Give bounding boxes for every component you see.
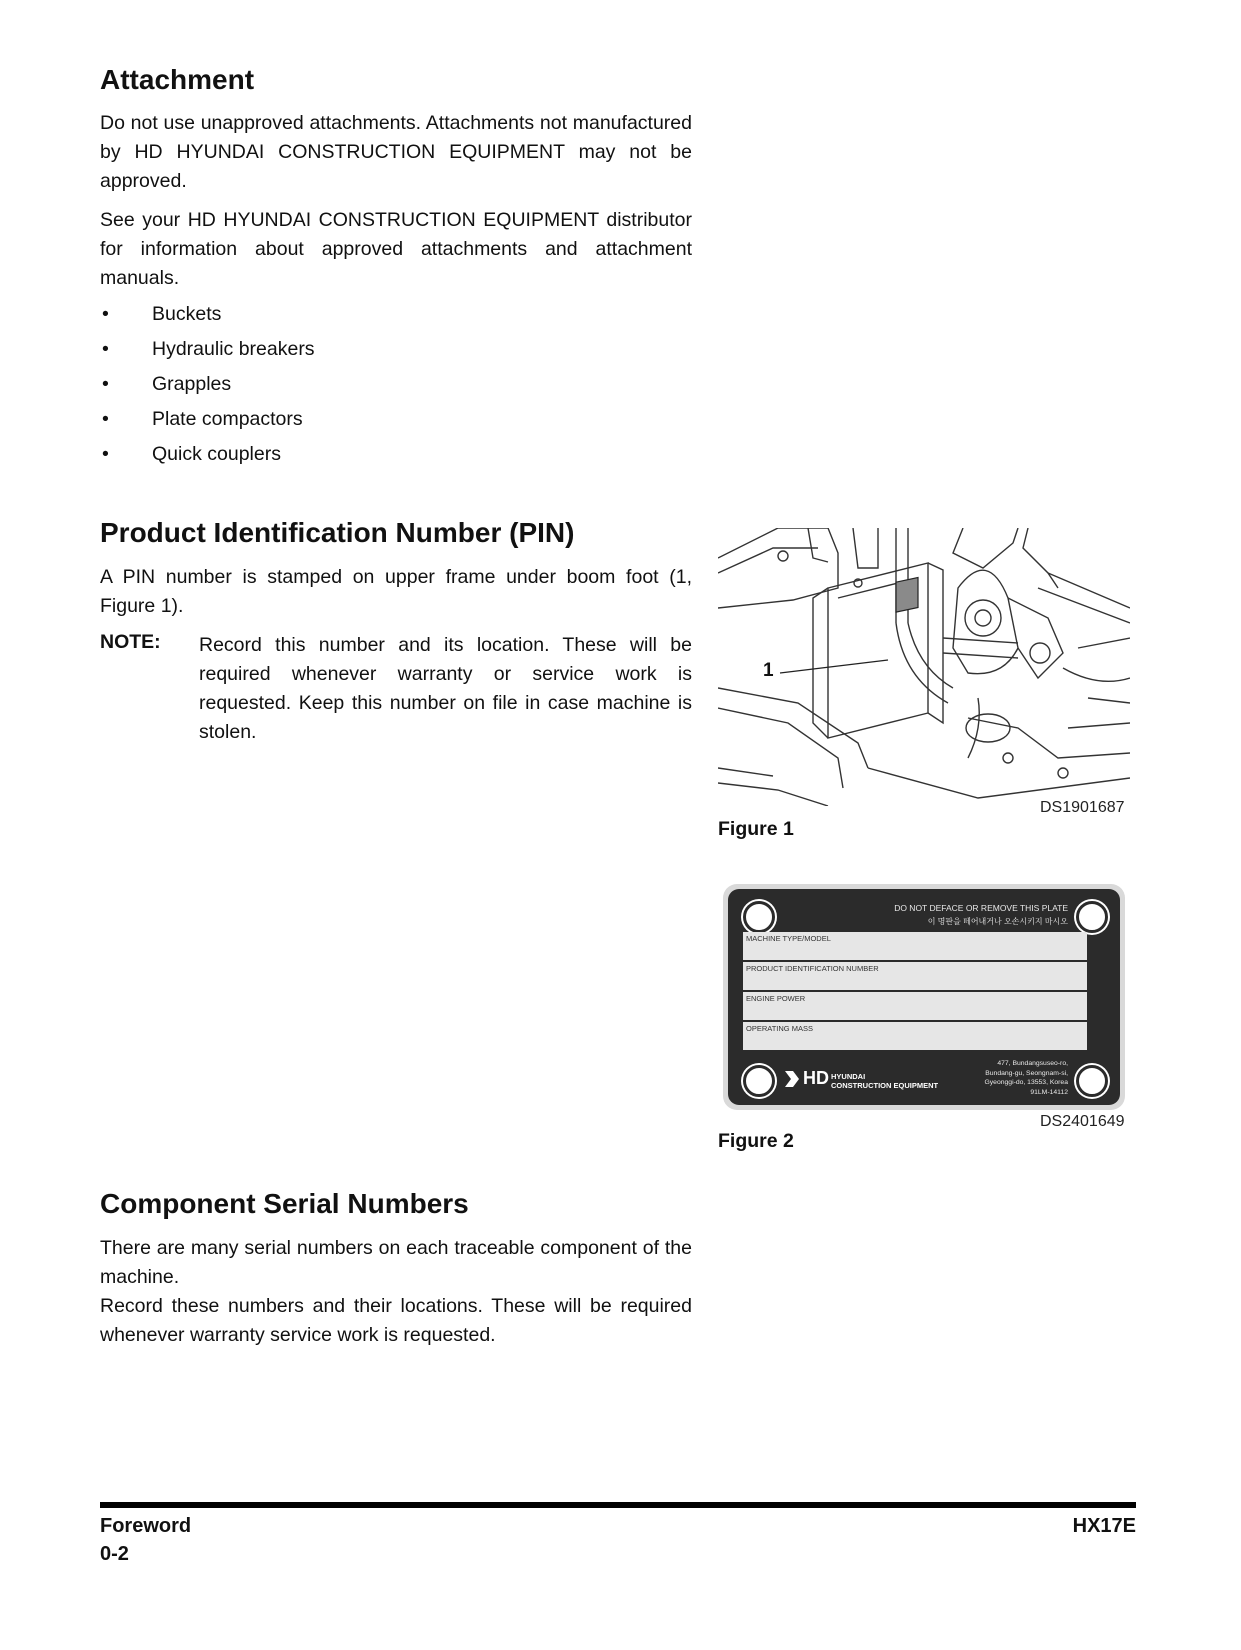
excavator-frame-drawing bbox=[718, 528, 1130, 806]
hd-logo-icon bbox=[783, 1069, 801, 1089]
bullet-icon: • bbox=[102, 338, 109, 360]
list-item-label: Grapples bbox=[152, 373, 232, 395]
section-heading-component-serial: Component Serial Numbers bbox=[100, 1188, 469, 1219]
figure-1-illustration bbox=[718, 528, 1130, 806]
list-item bbox=[100, 408, 315, 443]
footer-section-title: Foreword bbox=[100, 1515, 192, 1537]
plate-address-line: Bundang-gu, Seongnam-si, bbox=[985, 1069, 1068, 1077]
figure-2-code: DS2401649 bbox=[1040, 1113, 1125, 1130]
plate-field-label: MACHINE TYPE/MODEL bbox=[746, 934, 831, 943]
footer-model: HX17E bbox=[1072, 1515, 1136, 1537]
list-item-label: Buckets bbox=[152, 303, 222, 325]
section-heading-attachment: Attachment bbox=[100, 64, 255, 95]
note-label: NOTE: bbox=[100, 631, 161, 653]
plate-field bbox=[743, 932, 1087, 960]
note-text: Record this number and its location. These will be required whenever warranty or service work is requested. Keep this number on file in case machine is stolen. bbox=[199, 634, 692, 743]
bullet-icon: • bbox=[102, 373, 109, 395]
attachment-paragraph-2: See your HD HYUNDAI CONSTRUCTION EQUIPMENT distributor for information about approved attachments and attachment manuals. bbox=[100, 209, 692, 289]
figure-1-code: DS1901687 bbox=[1040, 799, 1125, 816]
plate-address bbox=[984, 1059, 1068, 1097]
figure-1-callout: 1 bbox=[763, 660, 774, 681]
attachment-list bbox=[100, 303, 315, 478]
component-paragraph-2: Record these numbers and their locations. These will be required whenever warranty service work is requested. bbox=[100, 1295, 692, 1346]
rivet-hole-icon bbox=[1076, 1065, 1108, 1097]
list-item bbox=[100, 373, 315, 408]
plate-warning-ko: 이 명판을 떼어내거나 오손시키지 마시오 bbox=[927, 917, 1068, 926]
plate-logo-hd: HD bbox=[803, 1068, 829, 1088]
plate-field bbox=[743, 962, 1087, 990]
bullet-icon: • bbox=[102, 443, 109, 465]
footer-rule bbox=[100, 1502, 1136, 1508]
figure-1-label: Figure 1 bbox=[718, 818, 794, 840]
bullet-icon: • bbox=[102, 303, 109, 325]
pin-location-marker bbox=[896, 577, 918, 612]
plate-field bbox=[743, 1022, 1087, 1050]
plate-address-line: 477, Bundangsuseo-ro, bbox=[997, 1060, 1068, 1067]
rivet-hole-icon bbox=[1076, 901, 1108, 933]
plate-logo-text bbox=[831, 1072, 938, 1090]
plate-field-label: OPERATING MASS bbox=[746, 1024, 813, 1033]
plate-warning-en: DO NOT DEFACE OR REMOVE THIS PLATE bbox=[894, 903, 1068, 913]
identification-plate bbox=[728, 889, 1120, 1105]
footer-page-number: 0-2 bbox=[100, 1543, 129, 1565]
figure-2-plate-frame bbox=[723, 884, 1125, 1110]
plate-address-line: Gyeonggi-do, 13553, Korea bbox=[984, 1079, 1068, 1086]
plate-code: 91LM-14112 bbox=[1030, 1088, 1068, 1096]
plate-field bbox=[743, 992, 1087, 1020]
list-item-label: Hydraulic breakers bbox=[152, 338, 315, 360]
figure-2-label: Figure 2 bbox=[718, 1130, 794, 1152]
bullet-icon: • bbox=[102, 408, 109, 430]
section-heading-pin: Product Identification Number (PIN) bbox=[100, 517, 575, 548]
pin-paragraph: A PIN number is stamped on upper frame under boom foot (1, Figure 1). bbox=[100, 566, 692, 617]
plate-field-label: PRODUCT IDENTIFICATION NUMBER bbox=[746, 964, 879, 973]
plate-logo-line1: HYUNDAI bbox=[831, 1072, 866, 1081]
list-item-label: Quick couplers bbox=[152, 443, 281, 465]
rivet-hole-icon bbox=[743, 1065, 775, 1097]
component-paragraph-1: There are many serial numbers on each traceable component of the machine. bbox=[100, 1237, 692, 1288]
plate-logo-line2: CONSTRUCTION EQUIPMENT bbox=[831, 1081, 939, 1090]
list-item bbox=[100, 303, 315, 338]
list-item bbox=[100, 443, 315, 478]
plate-field-label: ENGINE POWER bbox=[746, 994, 806, 1003]
list-item bbox=[100, 338, 315, 373]
attachment-paragraph-1: Do not use unapproved attachments. Attachments not manufactured by HD HYUNDAI CONSTRUCTION EQUIPMENT may not be approved. bbox=[100, 112, 692, 192]
list-item-label: Plate compactors bbox=[152, 408, 303, 430]
rivet-hole-icon bbox=[743, 901, 775, 933]
